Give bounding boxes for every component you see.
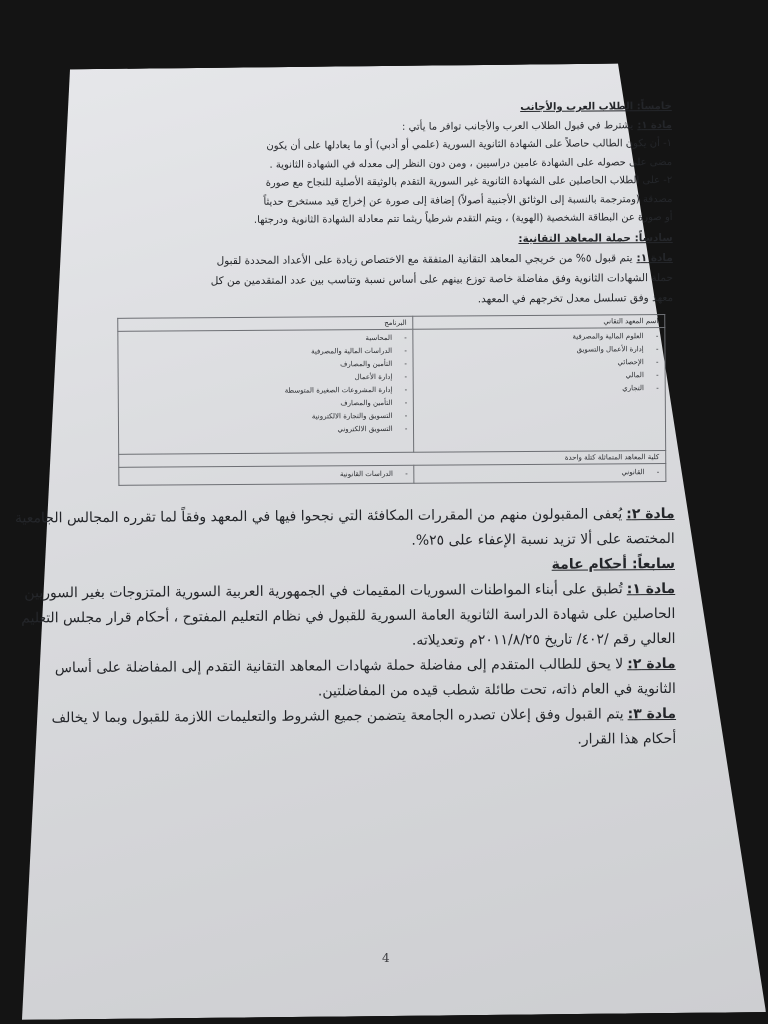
- article-text: يتم القبول وفق إعلان تصدره الجامعة يتضمن جميع الشروط والتعليمات اللازمة للقبول وبما لا يخالف: [51, 705, 624, 726]
- table-cell-span: كلية المعاهد المتماثلة كتلة واحدة: [119, 450, 666, 467]
- list-item: - الإحصائي: [420, 356, 659, 371]
- institutes-list: [420, 330, 659, 397]
- table-cell-institutes: [414, 463, 666, 483]
- list-item: - القانوني: [421, 466, 660, 481]
- list-item-line: مصدقة (ومترجمة بالنسبة إلى الوثائق الأجنبية أصولاً) إضافة إلى صورة عن إخراج قيد مستخرج حديثاً: [263, 193, 673, 208]
- article-text-line: حملة الشهادات الثانوية وفق مفاضلة خاصة توزع بينهم على أساس نسبة وتناسب بين عدد المتقدمين من كل: [210, 271, 674, 287]
- article-text-line: العالي رقم /٤٠٢/ تاريخ ٢٠١١/٨/٢٥م وتعديلاته.: [411, 630, 676, 649]
- list-item: - المالي: [420, 369, 659, 384]
- article-label: مادة ١:: [626, 580, 676, 597]
- article-label: مادة ١:: [637, 119, 672, 131]
- article-text-line: الثانوية في العام ذاته، تحت طائلة شطب قيده من المفاضلتين.: [317, 680, 676, 699]
- article-text: تُطبق على أبناء المواطنات السوريات المقيمات في الجمهورية العربية السورية المتزوجات بغير السوريين: [24, 580, 623, 601]
- article-text: لا يحق للطالب المتقدم إلى مفاضلة حملة شهادات المعاهد التقانية التقدم إلى المفاضلة على أساس: [54, 655, 624, 676]
- section-heading-foreign-students: خامساً: الطلاب العرب والأجانب: [520, 100, 672, 114]
- article-label: مادة ٣:: [627, 705, 677, 722]
- article-label: مادة ٢:: [627, 655, 676, 672]
- list-item: - التسويق الالكتروني: [125, 422, 407, 437]
- list-item-line: مضى على حصوله على الشهادة عامين دراسيين ، ومن دون النظر إلى معدله في الشهادة الثانوية .: [269, 156, 673, 171]
- list-item: - العلوم المالية والمصرفية: [420, 330, 659, 345]
- list-item: - التسويق والتجارة الالكترونية: [125, 409, 407, 424]
- list-item: - إدارة الأعمال والتسويق: [420, 343, 659, 358]
- section-heading-general-provisions: سابعاً: أحكام عامة: [551, 555, 676, 573]
- page-number: 4: [382, 951, 390, 965]
- list-item: - إدارة المشروعات الصغيرة المتوسطة: [125, 383, 407, 398]
- list-item: - التجاري: [420, 382, 659, 397]
- article-paragraph: [24, 576, 676, 605]
- article-text-line: المختصة على ألا تزيد نسبة الإعفاء على ٢٥%.: [411, 530, 675, 549]
- article-paragraph: [54, 651, 676, 680]
- programs-list: [125, 467, 407, 482]
- section-heading-technical-institutes: سادساً: حملة المعاهد التقانية:: [518, 231, 673, 245]
- article-text-line: أحكام هذا القرار.: [577, 730, 677, 748]
- article-text: يتم قبول ٥% من خريجي المعاهد التقانية المتفقة مع الاختصاص زيادة على الأعداد المحددة لقبول: [216, 251, 633, 267]
- list-item: - التأمين والمصارف: [125, 396, 407, 411]
- article-text-line: معهد وفق تسلسل معدل تخرجهم في المعهد.: [477, 291, 674, 305]
- list-item: - الدراسات القانونية: [125, 467, 407, 482]
- list-item-line: ٢- على الطلاب الحاصلين على الشهادة الثانوية غير السورية التقدم بالوثيقة الأصلية للنجاح مع صورة: [265, 174, 673, 189]
- list-item: - الدراسات المالية والمصرفية: [124, 344, 406, 359]
- list-item-line: أو صورة عن البطاقة الشخصية (الهوية) ، ويتم التقدم شرطياً ريثما تتم معادلة الشهادة الثانوية ودرجتها.: [253, 211, 673, 226]
- article-label: مادة ٢:: [626, 505, 675, 522]
- table-header-institute: اسم المعهد التقاني: [413, 314, 665, 329]
- list-item: - المحاسبة: [124, 331, 406, 346]
- article-paragraph: [14, 501, 675, 530]
- list-item: - التأمين والمصارف: [125, 357, 407, 372]
- article-paragraph: [51, 701, 677, 730]
- table-cell-institutes: [413, 327, 665, 452]
- article-label: مادة ١:: [636, 251, 673, 264]
- article-text: يشترط في قبول الطلاب العرب والأجانب توافر ما يأتي :: [401, 119, 634, 133]
- table-cell-programs: [118, 329, 414, 454]
- table-header-programs: البرنامج: [118, 316, 413, 331]
- article-text-line: الحاصلين على شهادة الدراسة الثانوية العامة السورية للقبول في نظام التعليم المفتوح ، أحكام قرار مجلس التعليم: [21, 605, 676, 627]
- article-text: يُعفى المقبولون منهم من المقررات المكافئة التي نجحوا فيها في المعهد وفقاً لما تقرره المجالس الجامعية: [14, 505, 623, 527]
- institutes-programs-table: [117, 314, 666, 486]
- programs-list: [124, 331, 407, 437]
- list-item: - إدارة الأعمال: [125, 370, 407, 385]
- table-row: [118, 327, 666, 454]
- institutes-list: [421, 466, 660, 481]
- list-item-line: ١- أن يكون الطالب حاصلاً على الشهادة الثانوية السورية (علمي أو أدبي) أو ما يعادلها على أن يكون: [266, 137, 673, 152]
- document-body: [14, 98, 677, 756]
- table-cell-programs: [119, 465, 415, 485]
